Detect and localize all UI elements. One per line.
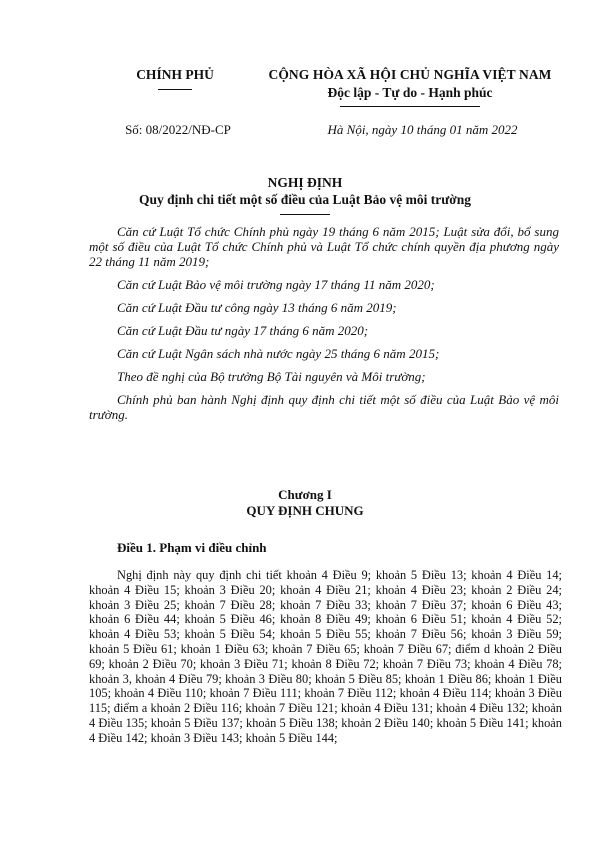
preamble-clause: Căn cứ Luật Ngân sách nhà nước ngày 25 tháng 6 năm 2015; [117, 346, 440, 361]
preamble-clause: Chính phủ ban hành Nghị định quy định chi tiết một số điều của Luật Bảo vệ môi trường. [89, 392, 559, 422]
place-and-date: Hà Nội, ngày 10 tháng 01 năm 2022 [327, 122, 518, 137]
article-body: Nghị định này quy định chi tiết khoản 4 Điều 9; khoản 5 Điều 13; khoản 4 Điều 14; khoản 4 Điều 15; khoản 3 Điều 20; khoản 4 Điều 21; khoản 4 Điều 23; khoản 2 Điều 24; khoản 3 Điều 25; khoản 7 Điều 28; khoản 7 Điều 33; khoản 7 Điều 37; khoản 6 Điều 43; khoản 6 Điều 44; khoản 5 Điều 46; khoản 8 Điều 49; khoản 6 Điều 51; khoản 4 Điều 52; khoản 4 Điều 53; khoản 5 Điều 54; khoản 5 Điều 55; khoản 7 Điều 56; khoản 3 Điều 59; khoản 5 Điều 61; khoản 1 Điều 63; khoản 7 Điều 65; khoản 7 Điều 67; điểm d khoản 2 Điều 69; khoản 2 Điều 70; khoản 3 Điều 71; khoản 8 Điều 72; khoản 7 Điều 73; khoản 4 Điều 78; khoản 3, khoản 4 Điều 79; khoản 3 Điều 80; khoản 5 Điều 85; khoản 1 Điều 86; khoản 1 Điều 105; khoản 4 Điều 110; khoản 7 Điều 111; khoản 7 Điều 112; khoản 4 Điều 114; khoản 3 Điều 115; điểm a khoản 2 Điều 116; khoản 7 Điều 121; khoản 4 Điều 131; khoản 4 Điều 132; khoản 4 Điều 135; khoản 5 Điều 137; khoản 5 Điều 138; khoản 2 Điều 140; khoản 5 Điều 141; khoản 4 Điều 142; khoản 3 Điều 143; khoản 5 Điều 144; [89, 568, 562, 745]
document-number: Số: 08/2022/NĐ-CP [125, 122, 231, 137]
title-underline [280, 214, 330, 215]
document-type: NGHỊ ĐỊNH [267, 175, 343, 190]
chapter-heading [60, 487, 550, 519]
preamble-clause: Căn cứ Luật Đầu tư ngày 17 tháng 6 năm 2020; [117, 323, 369, 338]
national-header-block [245, 66, 575, 107]
chapter-title: QUY ĐỊNH CHUNG [246, 503, 364, 518]
national-motto: Độc lập - Tự do - Hạnh phúc [327, 85, 493, 100]
agency-underline [158, 89, 192, 90]
preamble-clause: Căn cứ Luật Bảo vệ môi trường ngày 17 tháng 11 năm 2020; [117, 277, 435, 292]
preamble-clause: Căn cứ Luật Tổ chức Chính phủ ngày 19 tháng 6 năm 2015; Luật sửa đổi, bổ sung một số điều của Luật Tổ chức Chính phủ và Luật Tổ chức chính quyền địa phương ngày 22 tháng 11 năm 2019; [89, 224, 559, 269]
preamble-clause: Căn cứ Luật Đầu tư công ngày 13 tháng 6 năm 2019; [117, 300, 397, 315]
article-title: Điều 1. Phạm vi điều chỉnh [117, 540, 267, 555]
preamble [89, 224, 559, 430]
issuing-agency: CHÍNH PHỦ [136, 67, 214, 82]
motto-underline [340, 106, 480, 107]
national-title: CỘNG HÒA XÃ HỘI CHỦ NGHĨA VIỆT NAM [268, 67, 552, 82]
chapter-number: Chương I [278, 487, 332, 502]
document-title-block [60, 174, 550, 215]
issuing-agency-block [90, 66, 260, 90]
preamble-clause: Theo đề nghị của Bộ trưởng Bộ Tài nguyên và Môi trường; [117, 369, 426, 384]
document-subject: Quy định chi tiết một số điều của Luật Bảo vệ môi trường [138, 192, 472, 207]
